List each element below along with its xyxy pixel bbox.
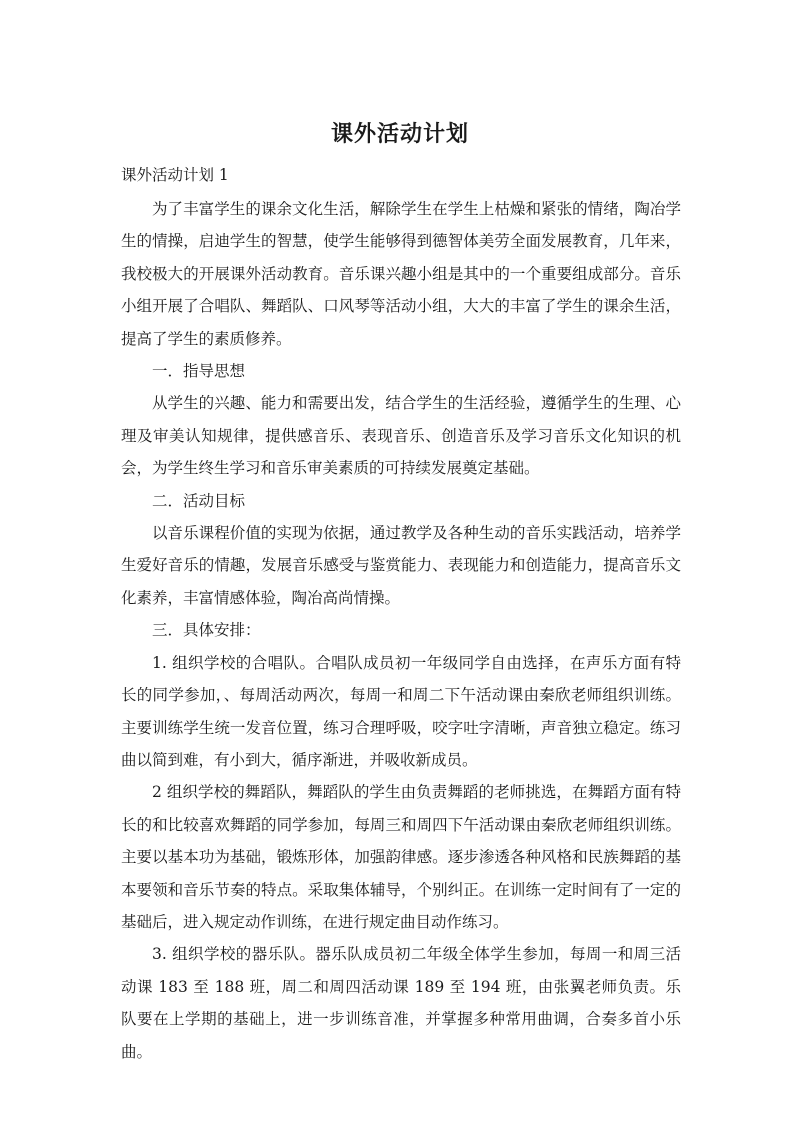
guiding-ideology-paragraph: 从学生的兴趣、能力和需要出发，结合学生的生活经验，遵循学生的生理、心理及审美认知规律，提供感音乐、表现音乐、创造音乐及学习音乐文化知识的机会，为学生终生学习和音乐审美素质的可持续发展奠定基础。: [121, 394, 681, 478]
choir-paragraph: 1. 组织学校的合唱队。合唱队成员初一年级同学自由选择，在声乐方面有特长的同学参加，、每周活动两次，每周一和周二下午活动课由秦欣老师组织训练。主要训练学生统一发音位置，练习合理呼吸，咬字吐字清晰，声音独立稳定。练习曲以简到难，有小到大，循序渐进，并吸收新成员。: [121, 653, 681, 769]
instrumental-band-paragraph: 3. 组织学校的器乐队。器乐队成员初二年级全体学生参加，每周一和周三活动课 183 至 188 班，周二和周四活动课 189 至 194 班，由张翼老师负责。乐队要在上学期的基础上，进一步训练音准，并掌握多种常用曲调，合奏多首小乐曲。: [121, 945, 681, 1061]
document-title: 课外活动计划: [330, 122, 469, 147]
intro-paragraph: 为了丰富学生的课余文化生活，解除学生在学生上枯燥和紧张的情绪，陶冶学生的情操，启迪学生的智慧，使学生能够得到德智体美劳全面发展教育，几年来，我校极大的开展课外活动教育。音乐课兴趣小组是其中的一个重要组成部分。音乐小组开展了合唱队、舞蹈队、口风琴等活动小组，大大的丰富了学生的课余生活，提高了学生的素质修养。: [121, 200, 681, 348]
section-heading-guiding-ideology: 一．指导思想: [152, 362, 246, 381]
section-heading-activity-goals: 二．活动目标: [152, 491, 246, 510]
document-subtitle: 课外活动计划 1: [121, 166, 229, 184]
section-heading-specific-arrangements: 三．具体安排：: [152, 621, 261, 640]
activity-goals-paragraph: 以音乐课程价值的实现为依据，通过教学及各种生动的音乐实践活动，培养学生爱好音乐的情趣，发展音乐感受与鉴赏能力、表现能力和创造能力，提高音乐文化素养，丰富情感体验，陶冶高尚情操。: [121, 524, 681, 607]
dance-team-paragraph: 2 组织学校的舞蹈队，舞蹈队的学生由负责舞蹈的老师挑选，在舞蹈方面有特长的和比较喜欢舞蹈的同学参加，每周三和周四下午活动课由秦欣老师组织训练。主要以基本功为基础，锻炼形体，加强韵律感。逐步渗透各种风格和民族舞蹈的基本要领和音乐节奏的特点。采取集体辅导，个别纠正。在训练一定时间有了一定的基础后，进入规定动作训练，在进行规定曲目动作练习。: [121, 783, 681, 931]
document-body: [121, 193, 681, 1068]
